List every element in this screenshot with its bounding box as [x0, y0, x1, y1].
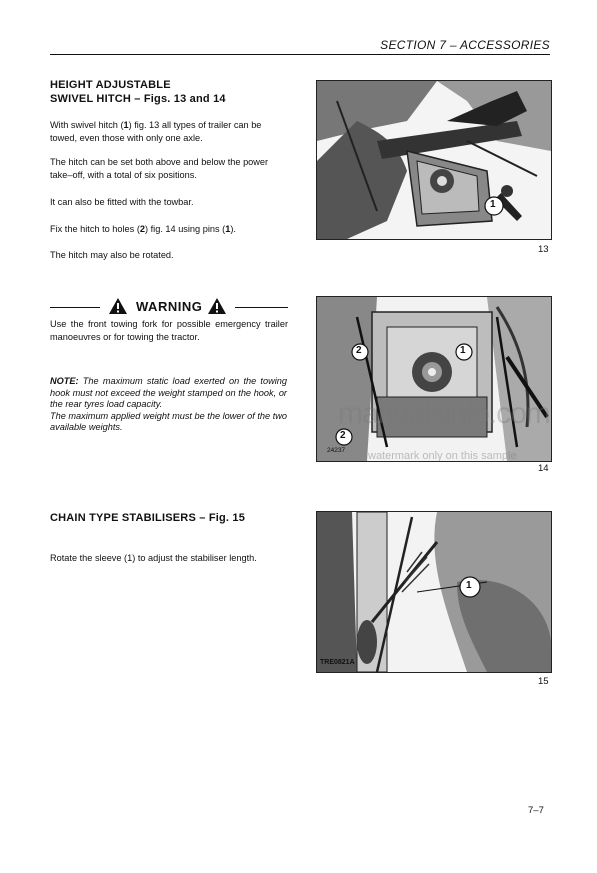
figure-14-callout-1: 1 — [460, 345, 466, 356]
figure-13-callout-1: 1 — [490, 199, 496, 210]
note-line1 — [50, 376, 287, 409]
text-run: Fix the hitch to holes ( — [50, 224, 140, 234]
text-run: With swivel hitch ( — [50, 120, 124, 130]
note-label: NOTE: — [50, 376, 79, 386]
figure-15-illustration — [317, 512, 551, 672]
watermark-subtext: watermark only on this sample — [368, 450, 517, 462]
figure-15-callout-1: 1 — [466, 580, 472, 591]
warning-rule-left — [50, 307, 100, 308]
ref-number: 1 — [225, 224, 231, 234]
figure-14-number: 14 — [538, 463, 549, 474]
text-run: The maximum static load exerted on the towing hook must not exceed the weight stamped on the hook, or the rear tyres load capacity. — [50, 376, 287, 409]
note-line2: The maximum applied weight must be the lower of the two available weights. — [50, 410, 287, 432]
ref-number: 1 — [123, 120, 129, 130]
watermark-text: manualsinfo.com — [338, 397, 550, 430]
warning-rule-right — [235, 307, 288, 308]
section1-paragraph-1 — [50, 119, 290, 145]
figure-13-illustration — [317, 81, 551, 239]
figure-14-image — [316, 296, 552, 462]
section2-paragraph-1: Rotate the sleeve (1) to adjust the stabiliser length. — [50, 553, 257, 563]
section1-heading-line2: SWIVEL HITCH – Figs. 13 and 14 — [50, 93, 226, 105]
figure-13-image — [316, 80, 552, 240]
section1-paragraph-3: It can also be fitted with the towbar. — [50, 197, 194, 207]
figure-14-code: 24237 — [327, 447, 346, 454]
text-run: ) fig. 14 using pins ( — [145, 224, 226, 234]
text-run: ). — [230, 224, 236, 234]
section1-heading — [50, 78, 226, 106]
figure-13-number: 13 — [538, 244, 549, 255]
figure-15-code: TRE0821A — [320, 659, 355, 666]
figure-14-callout-2b: 2 — [340, 430, 346, 441]
figure-15-number: 15 — [538, 676, 549, 687]
warning-text: Use the front towing fork for possible emergency trailer manoeuvres or for towing the tractor. — [50, 319, 288, 342]
note-block — [50, 376, 287, 434]
warning-label: WARNING — [136, 299, 203, 314]
ref-number: 2 — [139, 224, 145, 234]
header-rule — [50, 54, 550, 55]
figure-14-illustration — [317, 297, 551, 461]
section1-paragraph-5: The hitch may also be rotated. — [50, 250, 174, 260]
warning-triangle-icon — [207, 297, 227, 315]
warning-triangle-icon — [108, 297, 128, 315]
section1-paragraph-4 — [50, 223, 290, 236]
text-run: ) fig. 13 all types of trailer can be towed, even those with only one axle. — [50, 120, 262, 143]
section2-heading: CHAIN TYPE STABILISERS – Fig. 15 — [50, 512, 246, 524]
section-title: SECTION 7 – ACCESSORIES — [380, 38, 550, 52]
warning-banner — [50, 297, 288, 317]
section1-paragraph-2: The hitch can be set both above and below the power take–off, with a total of six positions. — [50, 157, 269, 180]
page-number: 7–7 — [528, 805, 544, 816]
figure-14-callout-2a: 2 — [356, 345, 362, 356]
figure-15-image — [316, 511, 552, 673]
section1-heading-line1: HEIGHT ADJUSTABLE — [50, 79, 171, 91]
